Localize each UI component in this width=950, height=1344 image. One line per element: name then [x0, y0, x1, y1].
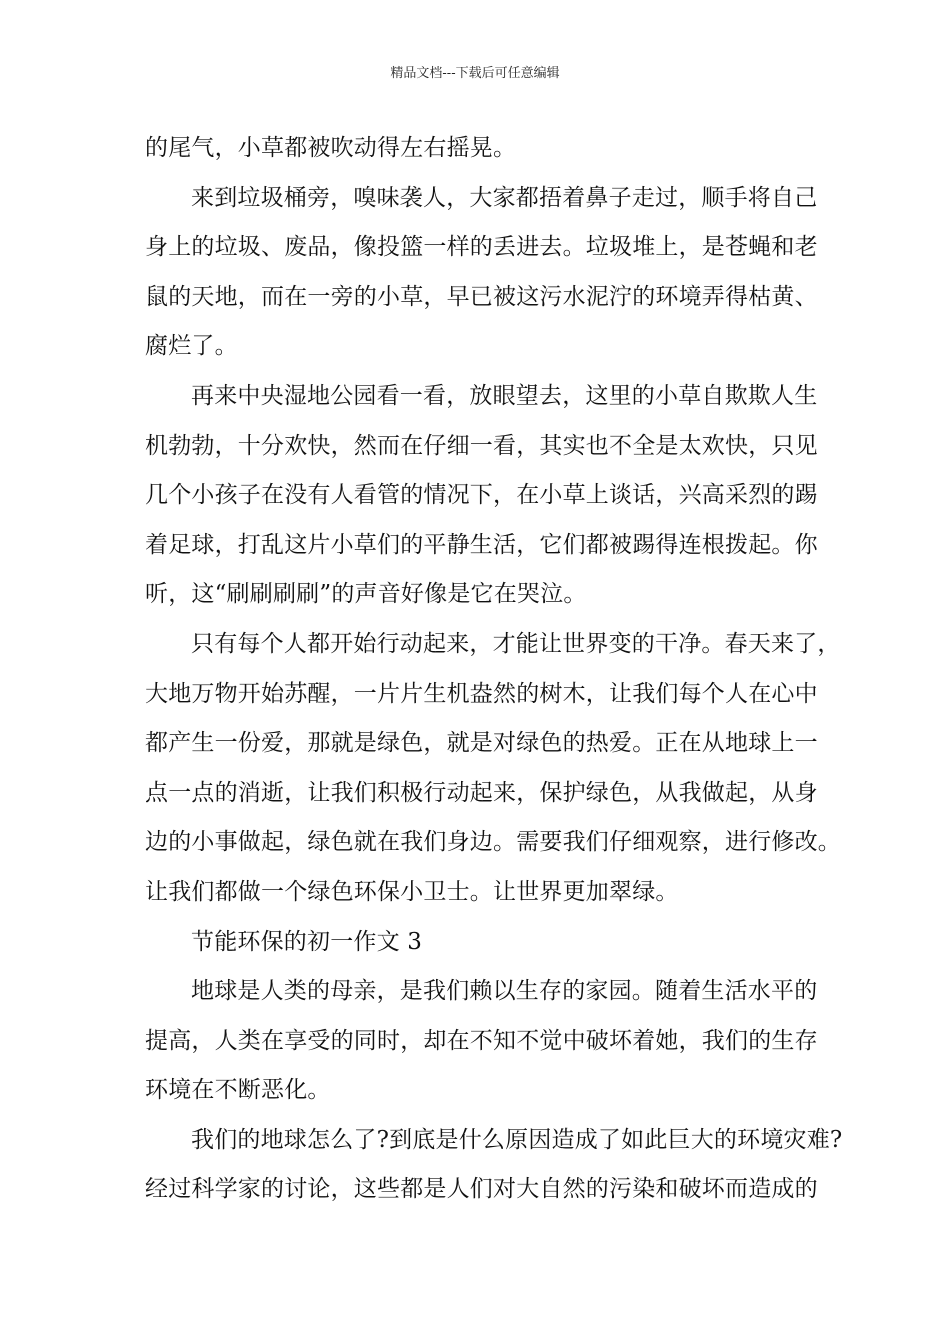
text-line: 让我们都做一个绿色环保小卫士。让世界更加翠绿。	[145, 878, 679, 905]
text-line: 鼠的天地，而在一旁的小草，早已被这污水泥泞的环境弄得枯黄、	[145, 283, 818, 310]
document-body	[145, 124, 843, 1215]
page-header: 精品文档---下载后可任意编辑	[390, 66, 560, 81]
text-line: 环境在不断恶化。	[145, 1077, 331, 1104]
text-line: 听，这“刷刷刷刷”的声音好像是它在哭泣。	[145, 581, 587, 608]
text-line: 提高，人类在享受的同时，却在不知不觉中破坏着她，我们的生存	[145, 1027, 818, 1054]
section-heading: 节能环保的初一作文 3	[191, 928, 423, 955]
text-line: 都产生一份爱，那就是绿色，就是对绿色的热爱。正在从地球上一	[145, 730, 818, 757]
text-line: 来到垃圾桶旁，嗅味袭人，大家都捂着鼻子走过，顺手将自己	[191, 184, 818, 211]
text-line: 点一点的消逝，让我们积极行动起来，保护绿色，从我做起，从身	[145, 779, 818, 806]
text-line: 再来中央湿地公园看一看，放眼望去，这里的小草自欺欺人生	[191, 382, 818, 409]
text-line: 我们的地球怎么了?到底是什么原因造成了如此巨大的环境灾难?	[191, 1126, 843, 1153]
text-line: 着足球，打乱这片小草们的平静生活，它们都被踢得连根拨起。你	[145, 531, 818, 558]
text-line: 地球是人类的母亲，是我们赖以生存的家园。随着生活水平的	[191, 978, 818, 1005]
text-line: 只有每个人都开始行动起来，才能让世界变的干净。春天来了，	[191, 630, 841, 657]
text-line: 机勃勃，十分欢快，然而在仔细一看，其实也不全是太欢快，只见	[145, 432, 818, 459]
text-line: 几个小孩子在没有人看管的情况下，在小草上谈话，兴高采烈的踢	[145, 482, 818, 509]
text-line: 经过科学家的讨论，这些都是人们对大自然的污染和破坏而造成的	[145, 1176, 818, 1203]
text-line: 的尾气，小草都被吹动得左右摇晃。	[145, 135, 517, 161]
text-line: 边的小事做起，绿色就在我们身边。需要我们仔细观察，进行修改。	[145, 829, 841, 856]
text-line: 身上的垃圾、废品，像投篮一样的丢进去。垃圾堆上，是苍蝇和老	[145, 234, 818, 261]
text-line: 腐烂了。	[145, 333, 238, 360]
text-line: 大地万物开始苏醒，一片片生机盎然的树木，让我们每个人在心中	[145, 680, 818, 707]
